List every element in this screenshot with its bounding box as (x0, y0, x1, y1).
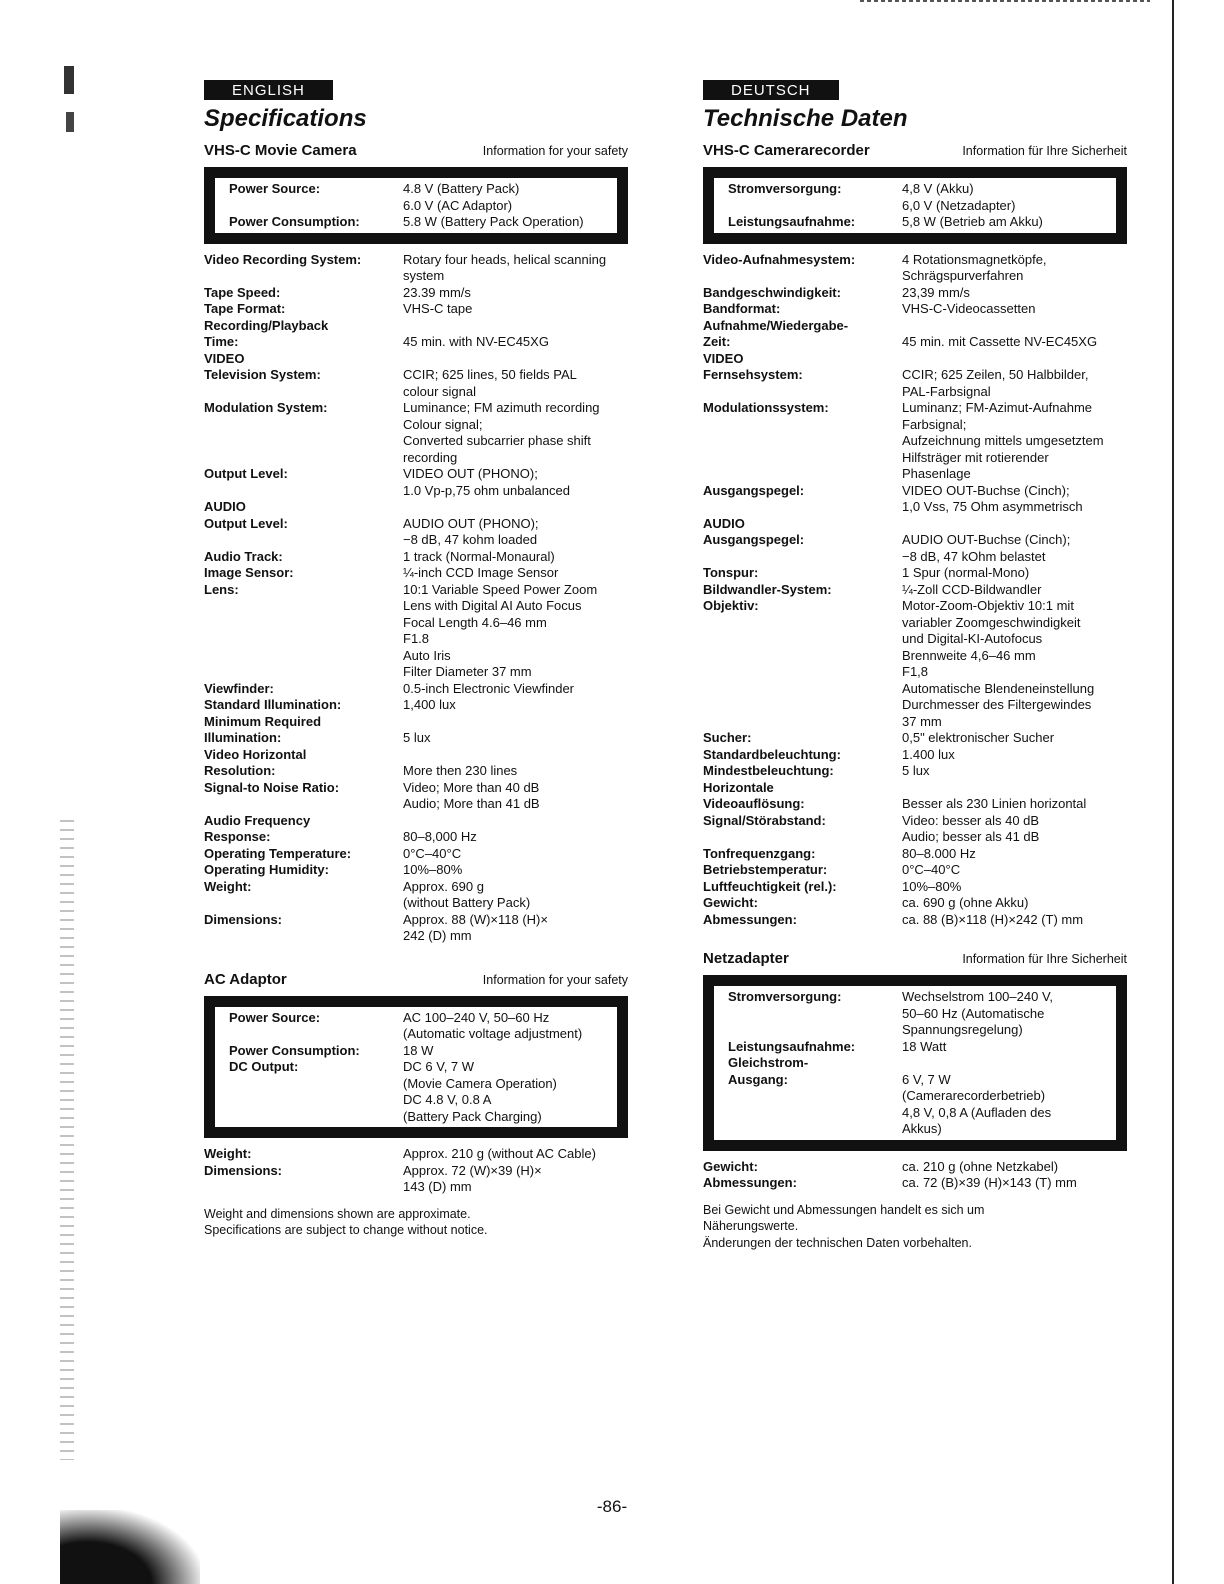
safety-box (204, 167, 628, 244)
spec-row (204, 285, 628, 302)
spec-value: AUDIO OUT-Buchse (Cinch); −8 dB, 47 kOhm belastet (902, 532, 1071, 564)
spec-row (703, 763, 1127, 780)
spec-label: Stromversorgung: (728, 989, 842, 1004)
spec-label: Gleichstrom- Ausgang: (728, 1055, 809, 1087)
spec-label: Signal/Störabstand: (703, 812, 826, 828)
spec-row (204, 879, 628, 912)
spec-label: Dimensions: (204, 1162, 283, 1178)
spec-label: Television System: (204, 367, 321, 382)
page-number: -86- (596, 1497, 628, 1516)
spec-row (703, 318, 1127, 351)
spec-value: More then 230 lines (403, 763, 518, 778)
spec-label: Lens: (204, 581, 239, 597)
spec-value: 5,8 W (Betrieb am Akku) (902, 214, 1043, 229)
spec-value: CCIR; 625 Zeilen, 50 Halbbilder, PAL-Farbsignal (902, 367, 1089, 399)
spec-row (703, 862, 1127, 879)
spec-value: ca. 72 (B)×39 (H)×143 (T) mm (902, 1175, 1077, 1190)
spec-value: 0°C–40°C (902, 862, 961, 877)
safety-note: Information for your safety (482, 972, 628, 987)
spec-row (703, 351, 1127, 368)
spec-row (204, 912, 628, 945)
spec-label: Power Consumption: (229, 1042, 360, 1058)
spec-row (703, 252, 1127, 285)
spec-label: VIDEO (204, 350, 245, 366)
spec-value: 5.8 W (Battery Pack Operation) (403, 214, 584, 229)
spec-value: CCIR; 625 lines, 50 fields PAL colour signal (403, 367, 577, 399)
spec-label: Audio Track: (204, 548, 283, 564)
section-title: VHS-C Movie Camera (204, 142, 357, 159)
spec-label: Minimum Required Illumination: (204, 713, 322, 745)
safety-box (204, 996, 628, 1139)
spec-value: ca. 690 g (ohne Akku) (902, 895, 1029, 910)
spec-value: ¼-inch CCD Image Sensor (403, 565, 559, 580)
spec-value: Approx. 88 (W)×118 (H)× 242 (D) mm (403, 911, 548, 943)
spec-label: Leistungsaufnahme: (728, 214, 856, 229)
spec-row (229, 181, 617, 214)
scan-artifact-left-edge (60, 820, 74, 1460)
spec-value: 4 Rotationsmagnetköpfe, Schrägspurverfahren (902, 251, 1047, 283)
spec-row (703, 846, 1127, 863)
spec-row (728, 1039, 1116, 1056)
spec-row (204, 1146, 628, 1163)
spec-label: Ausgangspegel: (703, 482, 805, 498)
page-title: Specifications (204, 105, 367, 132)
spec-label: Operating Temperature: (204, 845, 352, 861)
spec-row (703, 730, 1127, 747)
section-header (703, 950, 1127, 967)
spec-value: VIDEO OUT-Buchse (Cinch); 1,0 Vss, 75 Ohm asymmetrisch (902, 482, 1083, 514)
spec-label: Tonspur: (703, 565, 759, 580)
spec-value: Wechselstrom 100–240 V, 50–60 Hz (Automatische Spannungsregelung) (902, 989, 1054, 1037)
scan-artifact-mark (64, 66, 74, 94)
section-title: Netzadapter (703, 950, 789, 967)
english-column (204, 80, 628, 1239)
spec-label: DC Output: (229, 1059, 299, 1074)
spec-value: AC 100–240 V, 50–60 Hz (Automatic voltage adjustment) (403, 1009, 583, 1041)
spec-value: VHS-C-Videocassetten (902, 301, 1036, 316)
section-title: AC Adaptor (204, 970, 287, 988)
spec-value: Approx. 690 g (without Battery Pack) (403, 878, 531, 910)
spec-row (229, 1059, 617, 1125)
spec-value: ca. 88 (B)×118 (H)×242 (T) mm (902, 911, 1084, 927)
spec-row (703, 912, 1127, 929)
safety-note: Information für Ihre Sicherheit (962, 952, 1127, 966)
spec-row (703, 400, 1127, 483)
section-header (204, 142, 628, 159)
spec-value: 10%–80% (403, 862, 463, 877)
spec-row (204, 714, 628, 747)
page-title: Technische Daten (703, 105, 908, 132)
spec-row (204, 846, 628, 863)
spec-row (703, 301, 1127, 318)
spec-label: Power Consumption: (229, 214, 360, 229)
spec-row (703, 879, 1127, 896)
spec-value: 18 W (403, 1042, 434, 1058)
spec-label: Audio Frequency Response: (204, 812, 311, 844)
spec-label: Viewfinder: (204, 680, 274, 696)
spec-row (703, 895, 1127, 912)
spec-label: Signal-to Noise Ratio: (204, 779, 340, 795)
spec-label: Video-Aufnahmesystem: (703, 251, 856, 267)
spec-value: VIDEO OUT (PHONO); 1.0 Vp-p,75 ohm unbalanced (403, 466, 570, 498)
spec-row (204, 697, 628, 714)
spec-row (204, 252, 628, 285)
spec-label: Tape Format: (204, 301, 286, 316)
spec-row (204, 367, 628, 400)
spec-value: Rotary four heads, helical scanning system (403, 251, 607, 283)
spec-row (204, 499, 628, 549)
language-label: DEUTSCH (703, 80, 839, 100)
spec-label: Standardbeleuchtung: (703, 746, 841, 762)
spec-value: Besser als 230 Linien horizontal (902, 796, 1087, 811)
spec-row (204, 318, 628, 351)
spec-label: Tonfrequenzgang: (703, 845, 816, 861)
spec-row (728, 214, 1116, 231)
spec-value: 4,8 V (Akku) 6,0 V (Netzadapter) (902, 181, 1016, 213)
spec-value: Video; More than 40 dB Audio; More than 41 dB (403, 779, 540, 811)
spec-value: 4.8 V (Battery Pack) 6.0 V (AC Adaptor) (403, 181, 520, 213)
spec-label: AUDIO Output Level: (204, 499, 288, 531)
spec-row (703, 516, 1127, 566)
spec-row (728, 181, 1116, 214)
spec-label: Horizontale Videoauflösung: (703, 779, 805, 811)
spec-row (204, 351, 628, 368)
spec-label: Video Horizontal Resolution: (204, 746, 307, 778)
spec-value (902, 351, 1127, 368)
scan-artifact-corner (60, 1510, 200, 1584)
spec-label: Operating Humidity: (204, 862, 329, 877)
spec-row (728, 989, 1116, 1039)
spec-label: Stromversorgung: (728, 181, 842, 196)
spec-label: Bandformat: (703, 301, 781, 316)
spec-row (204, 1163, 628, 1196)
spec-value: ca. 210 g (ohne Netzkabel) (902, 1158, 1059, 1174)
spec-value: 6 V, 7 W (Camerarecorderbetrieb) 4,8 V, 0,8 A (Aufladen des Akkus) (902, 1071, 1052, 1136)
spec-label: Modulation System: (204, 400, 328, 415)
spec-value: VHS-C tape (403, 301, 473, 316)
spec-row (703, 747, 1127, 764)
spec-value: Luminanz; FM-Azimut-Aufnahme Farbsignal; Aufzeichnung mittels umgesetztem Hilfsträger mit rotierender Phasenlage (902, 400, 1104, 481)
spec-label: Bandgeschwindigkeit: (703, 284, 841, 300)
spec-label: VIDEO (703, 350, 744, 366)
spec-row (204, 747, 628, 780)
spec-label: Abmessungen: (703, 911, 797, 927)
spec-label: Leistungsaufnahme: (728, 1038, 856, 1054)
spec-row (703, 1159, 1127, 1176)
safety-box (703, 975, 1127, 1151)
spec-row (703, 598, 1127, 730)
spec-label: Fernsehsystem: (703, 367, 803, 382)
spec-value: 1,400 lux (403, 697, 456, 712)
spec-value: 10:1 Variable Speed Power Zoom Lens with Digital AI Auto Focus Focal Length 4.6–46 mm F1.8 Auto Iris Filter Diameter 37 mm (403, 581, 598, 679)
spec-label: Power Source: (229, 1009, 321, 1025)
scan-artifact-top (860, 0, 1150, 2)
spec-row (204, 466, 628, 499)
spec-row (204, 301, 628, 318)
spec-row (204, 549, 628, 566)
spec-value: 1 track (Normal-Monaural) (403, 548, 555, 564)
spec-value: 0.5-inch Electronic Viewfinder (403, 680, 575, 696)
safety-note: Information for your safety (482, 144, 628, 158)
spec-label: Bildwandler-System: (703, 581, 832, 597)
spec-value: Luminance; FM azimuth recording Colour signal; Converted subcarrier phase shift recording (403, 400, 600, 465)
spec-value: 80–8.000 Hz (902, 845, 976, 861)
language-label: ENGLISH (204, 80, 333, 100)
spec-value: 10%–80% (902, 878, 962, 894)
spec-label: Aufnahme/Wiedergabe- Zeit: (703, 317, 849, 349)
spec-value: 23.39 mm/s (403, 284, 471, 300)
spec-value: 45 min. with NV-EC45XG (403, 334, 549, 349)
spec-label: Power Source: (229, 181, 321, 196)
spec-list (204, 1146, 628, 1196)
spec-row (204, 813, 628, 846)
spec-label: Dimensions: (204, 911, 283, 927)
scan-artifact-mark (66, 112, 74, 132)
spec-row (204, 582, 628, 681)
spec-value: Motor-Zoom-Objektiv 10:1 mit variabler Zoomgeschwindigkeit und Digital-KI-Autofocus Brennweite 4,6–46 mm F1,8 Automatische Blendeneinstellung Durchmesser des Filtergewindes 37 mm (902, 598, 1095, 729)
spec-label: Weight: (204, 878, 252, 894)
spec-list (204, 252, 628, 945)
spec-value: ¼-Zoll CCD-Bildwandler (902, 581, 1042, 597)
spec-value: 23,39 mm/s (902, 284, 970, 300)
spec-row (229, 1010, 617, 1043)
spec-row (703, 483, 1127, 516)
spec-label: Abmessungen: (703, 1175, 797, 1190)
spec-value: Approx. 210 g (without AC Cable) (403, 1146, 596, 1161)
spec-label: AUDIO Ausgangspegel: (703, 515, 805, 547)
german-column (703, 80, 1127, 1251)
spec-row (204, 565, 628, 582)
page-edge-line (1172, 0, 1174, 1584)
spec-value: 1 Spur (normal-Mono) (902, 565, 1030, 580)
spec-row (204, 780, 628, 813)
spec-label: Mindestbeleuchtung: (703, 763, 834, 778)
spec-row (229, 214, 617, 231)
safety-note: Information für Ihre Sicherheit (962, 144, 1127, 158)
spec-label: Video Recording System: (204, 251, 362, 267)
spec-row (703, 582, 1127, 599)
spec-row (204, 681, 628, 698)
spec-value: DC 6 V, 7 W (Movie Camera Operation) DC 4.8 V, 0.8 A (Battery Pack Charging) (403, 1059, 557, 1124)
spec-label: Output Level: (204, 466, 288, 481)
spec-row (703, 1175, 1127, 1192)
spec-label: Betriebstemperatur: (703, 862, 828, 877)
footnote: Bei Gewicht und Abmessungen handelt es sich um Näherungswerte. Änderungen der technischen Daten vorbehalten. (703, 1202, 985, 1250)
spec-value: 0,5" elektronischer Sucher (902, 730, 1055, 745)
spec-row (204, 400, 628, 466)
spec-row (703, 813, 1127, 846)
spec-row (229, 1043, 617, 1060)
spec-value: 5 lux (902, 763, 930, 778)
spec-value: AUDIO OUT (PHONO); −8 dB, 47 kohm loaded (403, 515, 539, 547)
footnote: Weight and dimensions shown are approximate. Specifications are subject to change without notice. (204, 1206, 488, 1237)
spec-row (728, 1055, 1116, 1138)
spec-label: Sucher: (703, 730, 752, 745)
spec-value (403, 351, 628, 368)
spec-list (703, 252, 1127, 929)
spec-row (703, 367, 1127, 400)
spec-label: Luftfeuchtigkeit (rel.): (703, 878, 837, 894)
section-header (703, 142, 1127, 159)
spec-label: Modulationssystem: (703, 400, 829, 415)
spec-value: 0°C–40°C (403, 845, 462, 861)
spec-label: Weight: (204, 1146, 252, 1161)
spec-value: 80–8,000 Hz (403, 829, 477, 844)
spec-row (703, 285, 1127, 302)
spec-list (703, 1159, 1127, 1192)
spec-row (204, 862, 628, 879)
spec-value: Video: besser als 40 dB Audio; besser als 41 dB (902, 812, 1040, 844)
spec-value: 45 min. mit Cassette NV-EC45XG (902, 334, 1098, 349)
spec-label: Image Sensor: (204, 565, 294, 580)
section-title: VHS-C Camerarecorder (703, 142, 870, 159)
spec-label: Gewicht: (703, 895, 758, 910)
spec-label: Standard Illumination: (204, 697, 342, 712)
spec-row (703, 565, 1127, 582)
spec-row (703, 780, 1127, 813)
spec-value: 18 Watt (902, 1038, 947, 1054)
safety-box (703, 167, 1127, 244)
spec-label: Recording/Playback Time: (204, 317, 329, 349)
spec-value: Approx. 72 (W)×39 (H)× 143 (D) mm (403, 1162, 542, 1194)
spec-label: Objektiv: (703, 598, 759, 613)
spec-value: 1.400 lux (902, 746, 955, 762)
spec-label: Gewicht: (703, 1158, 758, 1174)
spec-value: 5 lux (403, 730, 431, 745)
section-header (204, 971, 628, 988)
spec-label: Tape Speed: (204, 284, 281, 300)
